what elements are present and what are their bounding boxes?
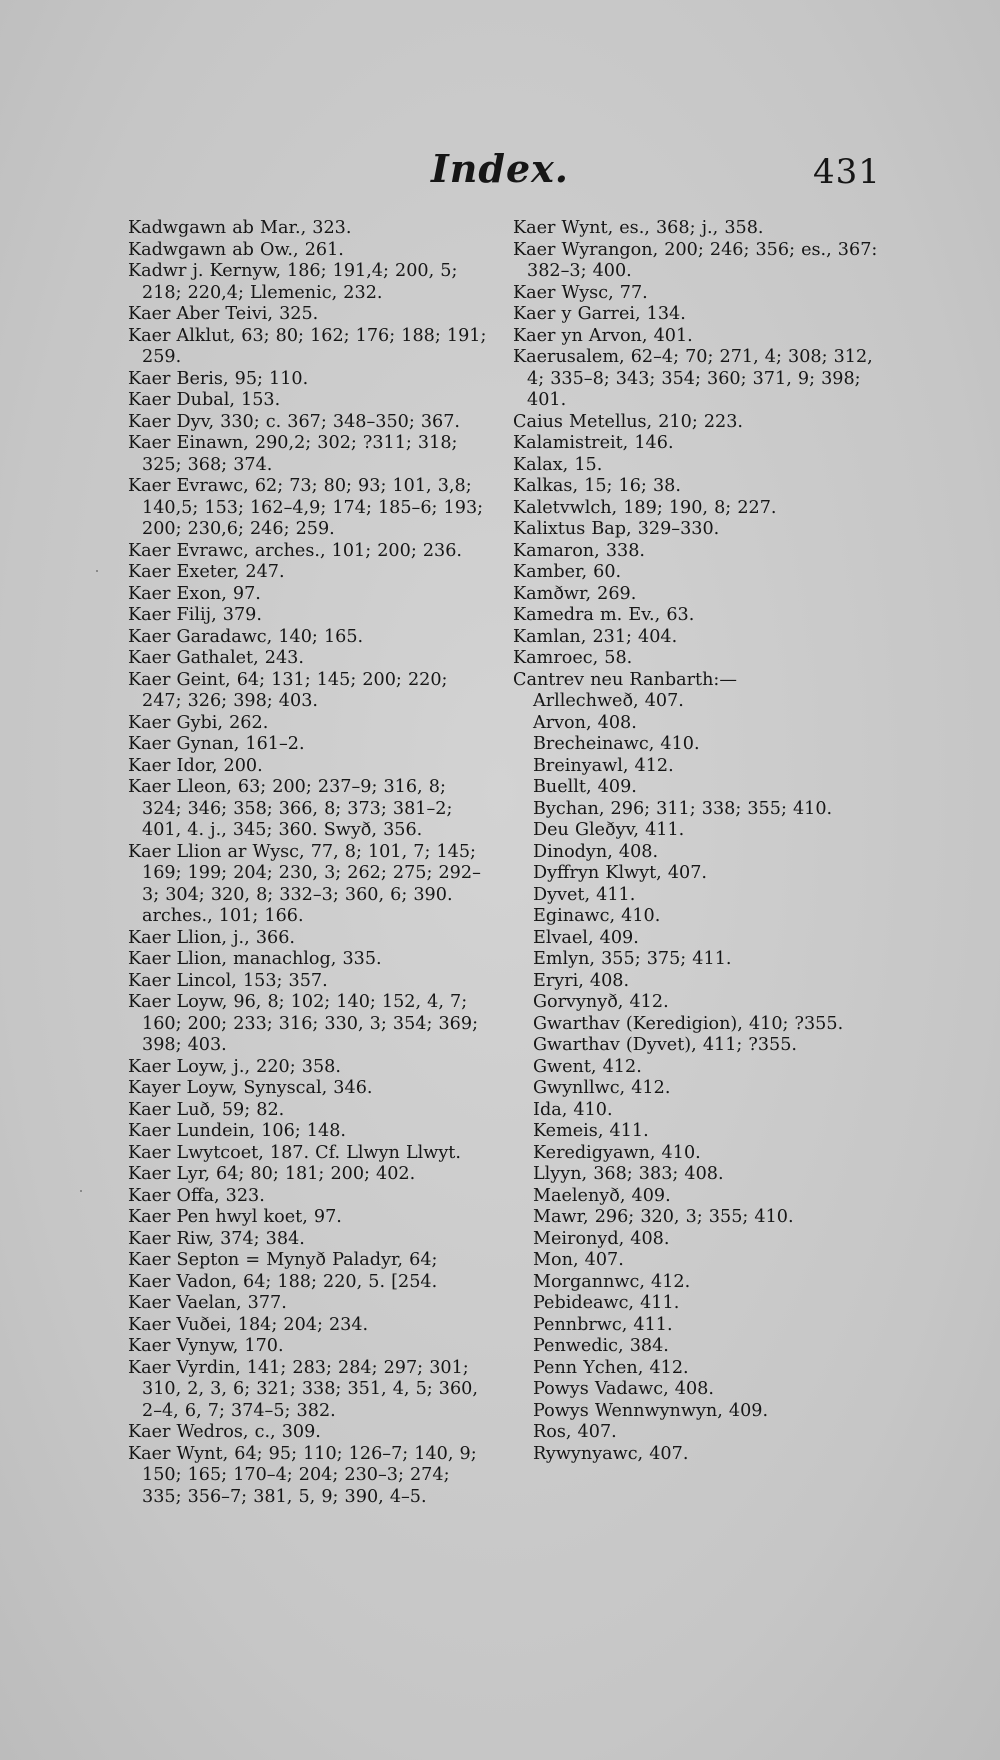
index-entry: Kaer Filij, 379. [128, 605, 262, 625]
index-entry: Kaer Llion, manachlog, 335. [128, 949, 382, 969]
index-entry: Kaer Wyrangon, 200; 246; 356; es., 367: 382–3; 400. [513, 239, 878, 281]
index-entry: Rywynyawc, 407. [533, 1443, 689, 1464]
index-entry: Kaer Llion ar Wysc, 77, 8; 101, 7; 145; 169; 199; 204; 230, 3; 262; 275; 292–3; 304; 320, 8; 332–3; 360, 6; 390. arches., 101; 166. [128, 841, 481, 926]
index-entry: Pennbrwc, 411. [533, 1314, 673, 1335]
index-entry: Kaer Loyw, j., 220; 358. [128, 1056, 341, 1077]
index-entry: Penwedic, 384. [533, 1336, 669, 1356]
index-entry: Kaer Septon = Mynyð Paladyr, 64; [128, 1250, 438, 1270]
index-entry: Brecheinawc, 410. [533, 734, 700, 754]
index-column-right [513, 218, 883, 1465]
index-entry: Eginawc, 410. [533, 906, 661, 926]
paper-speck [96, 570, 98, 572]
index-entry: Elvael, 409. [533, 927, 639, 948]
index-entry: Kadwgawn ab Ow., 261. [128, 239, 344, 260]
index-entry: Kaer Vuðei, 184; 204; 234. [128, 1314, 369, 1335]
index-entry: Kaer Geint, 64; 131; 145; 200; 220; 247; 326; 398; 403. [128, 669, 448, 711]
index-entry: Kalixtus Bap, 329–330. [513, 519, 720, 539]
index-entry: Kalamistreit, 146. [513, 433, 674, 453]
index-entry: Kaer Lundein, 106; 148. [128, 1121, 346, 1141]
index-entry: Dyffryn Klwyt, 407. [533, 863, 708, 883]
index-entry: Kaerusalem, 62–4; 70; 271, 4; 308; 312, 4; 335–8; 343; 354; 360; 371, 9; 398; 401. [513, 347, 873, 410]
index-entry: Kaer Pen hwyl koet, 97. [128, 1207, 342, 1227]
index-entry: Kalkas, 15; 16; 38. [513, 476, 681, 496]
index-entry: Gwent, 412. [533, 1056, 642, 1077]
index-entry: Kaer Beris, 95; 110. [128, 368, 309, 389]
index-entry: Kaer Wedros, c., 309. [128, 1422, 321, 1442]
index-entry: Gorvynyð, 412. [533, 992, 669, 1012]
index-entry: Maelenyð, 409. [533, 1185, 671, 1206]
index-entry: Kaer Gynan, 161–2. [128, 734, 305, 754]
index-entry: Kaer Lwytcoet, 187. Cf. Llwyn Llwyt. [128, 1142, 461, 1163]
index-entry: Kaer Lyr, 64; 80; 181; 200; 402. [128, 1164, 416, 1184]
index-entry: Kaer Vaelan, 377. [128, 1293, 287, 1313]
index-entry: Kamroec, 58. [513, 648, 633, 668]
index-entry: Powys Wennwynwyn, 409. [533, 1400, 769, 1421]
paper-speck [80, 1190, 82, 1192]
index-entry: Kaer Llion, j., 366. [128, 927, 295, 948]
index-entry: Kaer Wysc, 77. [513, 282, 648, 303]
index-entry: Eryri, 408. [533, 970, 630, 991]
index-entry: Kaer Alklut, 63; 80; 162; 176; 188; 191; 259. [128, 325, 487, 367]
index-entry: Arvon, 408. [533, 712, 637, 733]
index-entry: Kaer Garadawc, 140; 165. [128, 626, 364, 647]
page-title: Index. [430, 146, 570, 191]
index-entry: Gwynllwc, 412. [533, 1078, 671, 1098]
index-entry: Kaer yn Arvon, 401. [513, 325, 693, 346]
index-entry: Kaer Loyw, 96, 8; 102; 140; 152, 4, 7; 160; 200; 233; 316; 330, 3; 354; 369; 398; 403. [128, 992, 478, 1055]
index-entry: Kaer Exeter, 247. [128, 562, 285, 582]
index-entry: Kaer Einawn, 290,2; 302; ?311; 318; 325; 368; 374. [128, 433, 458, 475]
index-entry: Pebideawc, 411. [533, 1293, 680, 1313]
index-entry: Kamber, 60. [513, 562, 622, 582]
index-entry: Kamðwr, 269. [513, 583, 637, 604]
index-entry: Arllechweð, 407. [533, 691, 684, 711]
page-number: 431 [813, 152, 881, 192]
index-entry: Kalax, 15. [513, 454, 603, 475]
index-entry: Kaer y Garrei, 134. [513, 304, 686, 324]
index-entry: Kaer Idor, 200. [128, 755, 263, 776]
index-entry: Mawr, 296; 320, 3; 355; 410. [533, 1207, 794, 1227]
index-column-left [128, 218, 488, 1508]
index-entry: Kaletvwlch, 189; 190, 8; 227. [513, 497, 777, 518]
index-entry: Kaer Vyrdin, 141; 283; 284; 297; 301; 310, 2, 3, 6; 321; 338; 351, 4, 5; 360, 2–4, 6, 7; 374–5; 382. [128, 1357, 478, 1421]
index-entry: Gwarthav (Keredigion), 410; ?355. [533, 1013, 844, 1034]
index-entry: Kayer Loyw, Synyscal, 346. [128, 1078, 373, 1098]
index-entry: Kaer Riw, 374; 384. [128, 1228, 305, 1249]
index-entry: Dinodyn, 408. [533, 841, 659, 862]
index-entry: Kaer Wynt, 64; 95; 110; 126–7; 140, 9; 150; 165; 170–4; 204; 230–3; 274; 335; 356–7; 381, 5, 9; 390, 4–5. [128, 1443, 477, 1507]
index-entry: Bychan, 296; 311; 338; 355; 410. [533, 798, 833, 819]
index-entry: Meironyd, 408. [533, 1228, 670, 1249]
index-entry: Cantrev neu Ranbarth:— [513, 669, 737, 690]
index-entry: Buellt, 409. [533, 777, 637, 797]
index-entry: Dyvet, 411. [533, 884, 636, 905]
index-entry: Breinyawl, 412. [533, 755, 674, 776]
index-entry: Mon, 407. [533, 1250, 624, 1270]
index-entry: Kaer Luð, 59; 82. [128, 1099, 285, 1120]
index-entry: Kamlan, 231; 404. [513, 626, 678, 647]
index-entry: Deu Gleðyv, 411. [533, 820, 685, 840]
index-entry: Kaer Dubal, 153. [128, 390, 281, 410]
index-entry: Morgannwc, 412. [533, 1271, 691, 1292]
index-entry: Kaer Gybi, 262. [128, 712, 269, 733]
index-entry: Keredigyawn, 410. [533, 1142, 701, 1163]
index-entry: Kaer Evrawc, 62; 73; 80; 93; 101, 3,8; 140,5; 153; 162–4,9; 174; 185–6; 193; 200; 230,6; 246; 259. [128, 476, 484, 539]
index-entry: Kadwr j. Kernyw, 186; 191,4; 200, 5; 218; 220,4; Llemenic, 232. [128, 261, 458, 303]
index-entry: Kaer Vadon, 64; 188; 220, 5. [254. [128, 1271, 438, 1292]
index-entry: Kaer Exon, 97. [128, 583, 261, 604]
index-entry: Ida, 410. [533, 1099, 613, 1120]
index-entry: Emlyn, 355; 375; 411. [533, 949, 732, 969]
index-entry: Llyyn, 368; 383; 408. [533, 1164, 724, 1184]
index-entry: Ros, 407. [533, 1422, 617, 1442]
index-entry: Kamedra m. Ev., 63. [513, 605, 695, 625]
index-entry: Kadwgawn ab Mar., 323. [128, 218, 352, 238]
index-entry: Kaer Offa, 323. [128, 1185, 265, 1206]
index-entry: Kemeis, 411. [533, 1121, 649, 1141]
index-entry: Caius Metellus, 210; 223. [513, 411, 744, 432]
index-entry: Kaer Wynt, es., 368; j., 358. [513, 218, 764, 238]
index-entry: Kaer Lleon, 63; 200; 237–9; 316, 8; 324; 346; 358; 366, 8; 373; 381–2; 401, 4. j., 345; 360. Swyð, 356. [128, 777, 453, 840]
index-entry: Kaer Evrawc, arches., 101; 200; 236. [128, 540, 463, 561]
index-entry: Penn Ychen, 412. [533, 1357, 689, 1378]
index-entry: Kamaron, 338. [513, 540, 645, 561]
index-entry: Kaer Aber Teivi, 325. [128, 304, 319, 324]
index-entry: Kaer Vynyw, 170. [128, 1336, 284, 1356]
index-entry: Gwarthav (Dyvet), 411; ?355. [533, 1035, 798, 1055]
index-entry: Kaer Dyv, 330; c. 367; 348–350; 367. [128, 411, 461, 432]
index-entry: Kaer Lincol, 153; 357. [128, 970, 328, 991]
index-entry: Powys Vadawc, 408. [533, 1379, 714, 1399]
index-entry: Kaer Gathalet, 243. [128, 648, 304, 668]
